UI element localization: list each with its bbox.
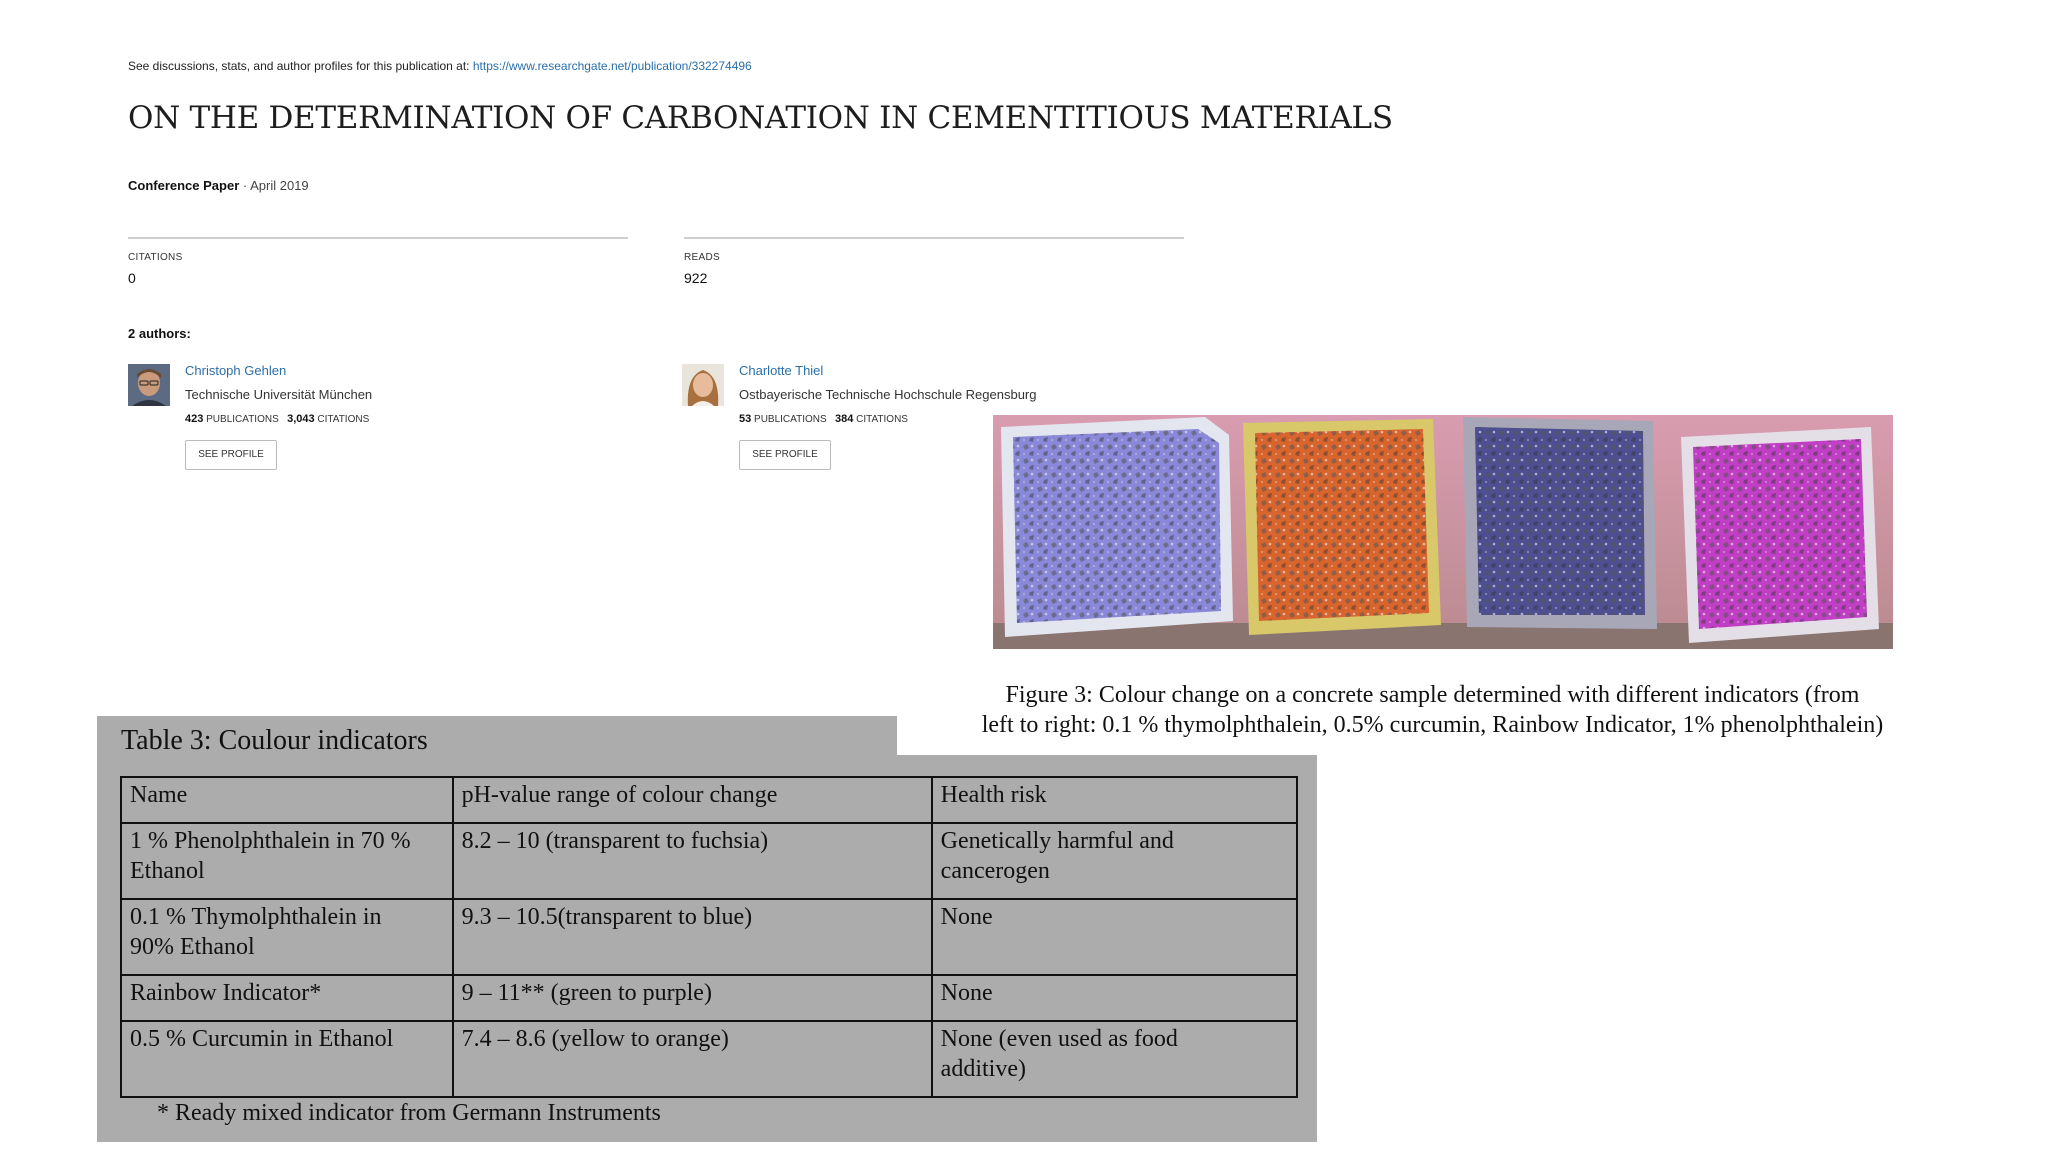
- author-affiliation: Technische Universität München: [185, 387, 373, 402]
- publication-link[interactable]: https://www.researchgate.net/publication/332274496: [472, 59, 752, 73]
- cell-ph-range: 9 – 11** (green to purple): [453, 975, 932, 1021]
- table-row: [121, 1021, 1297, 1097]
- sample-curcumin: [1243, 419, 1441, 635]
- meta-separator: ·: [239, 178, 251, 193]
- source-notice: [128, 59, 752, 73]
- table-row: [121, 975, 1297, 1021]
- see-profile-button[interactable]: SEE PROFILE: [739, 440, 831, 470]
- citations-label: CITATIONS: [128, 252, 183, 263]
- sample-rainbow-indicator: [1463, 417, 1657, 629]
- header-health-risk: Health risk: [932, 777, 1297, 823]
- reads-divider: [684, 237, 1184, 239]
- reads-value: 922: [684, 270, 708, 286]
- citations-divider: [128, 237, 628, 239]
- author-citations-label: CITATIONS: [317, 414, 370, 425]
- figure-caption: [905, 680, 1960, 740]
- table-header-row: [121, 777, 1297, 823]
- author-publications-count: 423: [185, 413, 204, 425]
- table-row: [121, 823, 1297, 899]
- cell-name: 1 % Phenolphthalein in 70 % Ethanol: [121, 823, 453, 899]
- header-ph-range: pH-value range of colour change: [453, 777, 932, 823]
- author-avatar[interactable]: [128, 364, 170, 406]
- concrete-samples-photo: [993, 415, 1893, 649]
- author-stats: [185, 413, 369, 425]
- sample-thymolphthalein: [1001, 417, 1233, 637]
- cell-health-risk: None: [932, 899, 1297, 975]
- author-name-link[interactable]: Charlotte Thiel: [739, 363, 824, 378]
- citations-value: 0: [128, 270, 136, 286]
- header-name: Name: [121, 777, 453, 823]
- author-publications-count: 53: [739, 413, 752, 425]
- cell-health-risk: None: [932, 975, 1297, 1021]
- figure-caption-line: left to right: 0.1 % thymolphthalein, 0.5% curcumin, Rainbow Indicator, 1% phenolphthalein): [981, 712, 1884, 738]
- authors-heading: 2 authors:: [128, 326, 191, 341]
- source-notice-text: See discussions, stats, and author profiles for this publication at:: [128, 59, 470, 73]
- cell-health-risk: None (even used as food additive): [932, 1021, 1297, 1097]
- cell-ph-range: 7.4 – 8.6 (yellow to orange): [453, 1021, 932, 1097]
- table-title: Table 3: Coulour indicators: [121, 725, 428, 756]
- publication-date: April 2019: [250, 178, 309, 193]
- table-row: [121, 899, 1297, 975]
- publication-meta: [128, 178, 309, 193]
- cell-name: 0.5 % Curcumin in Ethanol: [121, 1021, 453, 1097]
- see-profile-button[interactable]: SEE PROFILE: [185, 440, 277, 470]
- cell-ph-range: 9.3 – 10.5(transparent to blue): [453, 899, 932, 975]
- author-avatar[interactable]: [682, 364, 724, 406]
- indicator-table: [120, 776, 1298, 1098]
- author-citations-count: 384: [834, 413, 854, 425]
- cell-name: 0.1 % Thymolphthalein in 90% Ethanol: [121, 899, 453, 975]
- author-affiliation: Ostbayerische Technische Hochschule Regensburg: [739, 387, 1037, 402]
- sample-phenolphthalein: [1681, 427, 1879, 643]
- author-citations-count: 3,043: [287, 413, 315, 425]
- paper-title: ON THE DETERMINATION OF CARBONATION IN CEMENTITIOUS MATERIALS: [128, 100, 1393, 136]
- author-publications-label: PUBLICATIONS: [206, 414, 279, 425]
- figure-caption-line: Figure 3: Colour change on a concrete sample determined with different indicators (from: [1005, 682, 1860, 708]
- author-citations-label: CITATIONS: [856, 414, 908, 425]
- author-name-link[interactable]: Christoph Gehlen: [185, 363, 287, 378]
- reads-label: READS: [684, 252, 720, 263]
- author-publications-label: PUBLICATIONS: [754, 414, 827, 425]
- cell-health-risk: Genetically harmful and cancerogen: [932, 823, 1297, 899]
- cell-ph-range: 8.2 – 10 (transparent to fuchsia): [453, 823, 932, 899]
- cell-name: Rainbow Indicator*: [121, 975, 453, 1021]
- author-stats: [739, 413, 908, 425]
- table-footnote: * Ready mixed indicator from Germann Instruments: [157, 1100, 661, 1126]
- publication-type: Conference Paper: [128, 178, 240, 193]
